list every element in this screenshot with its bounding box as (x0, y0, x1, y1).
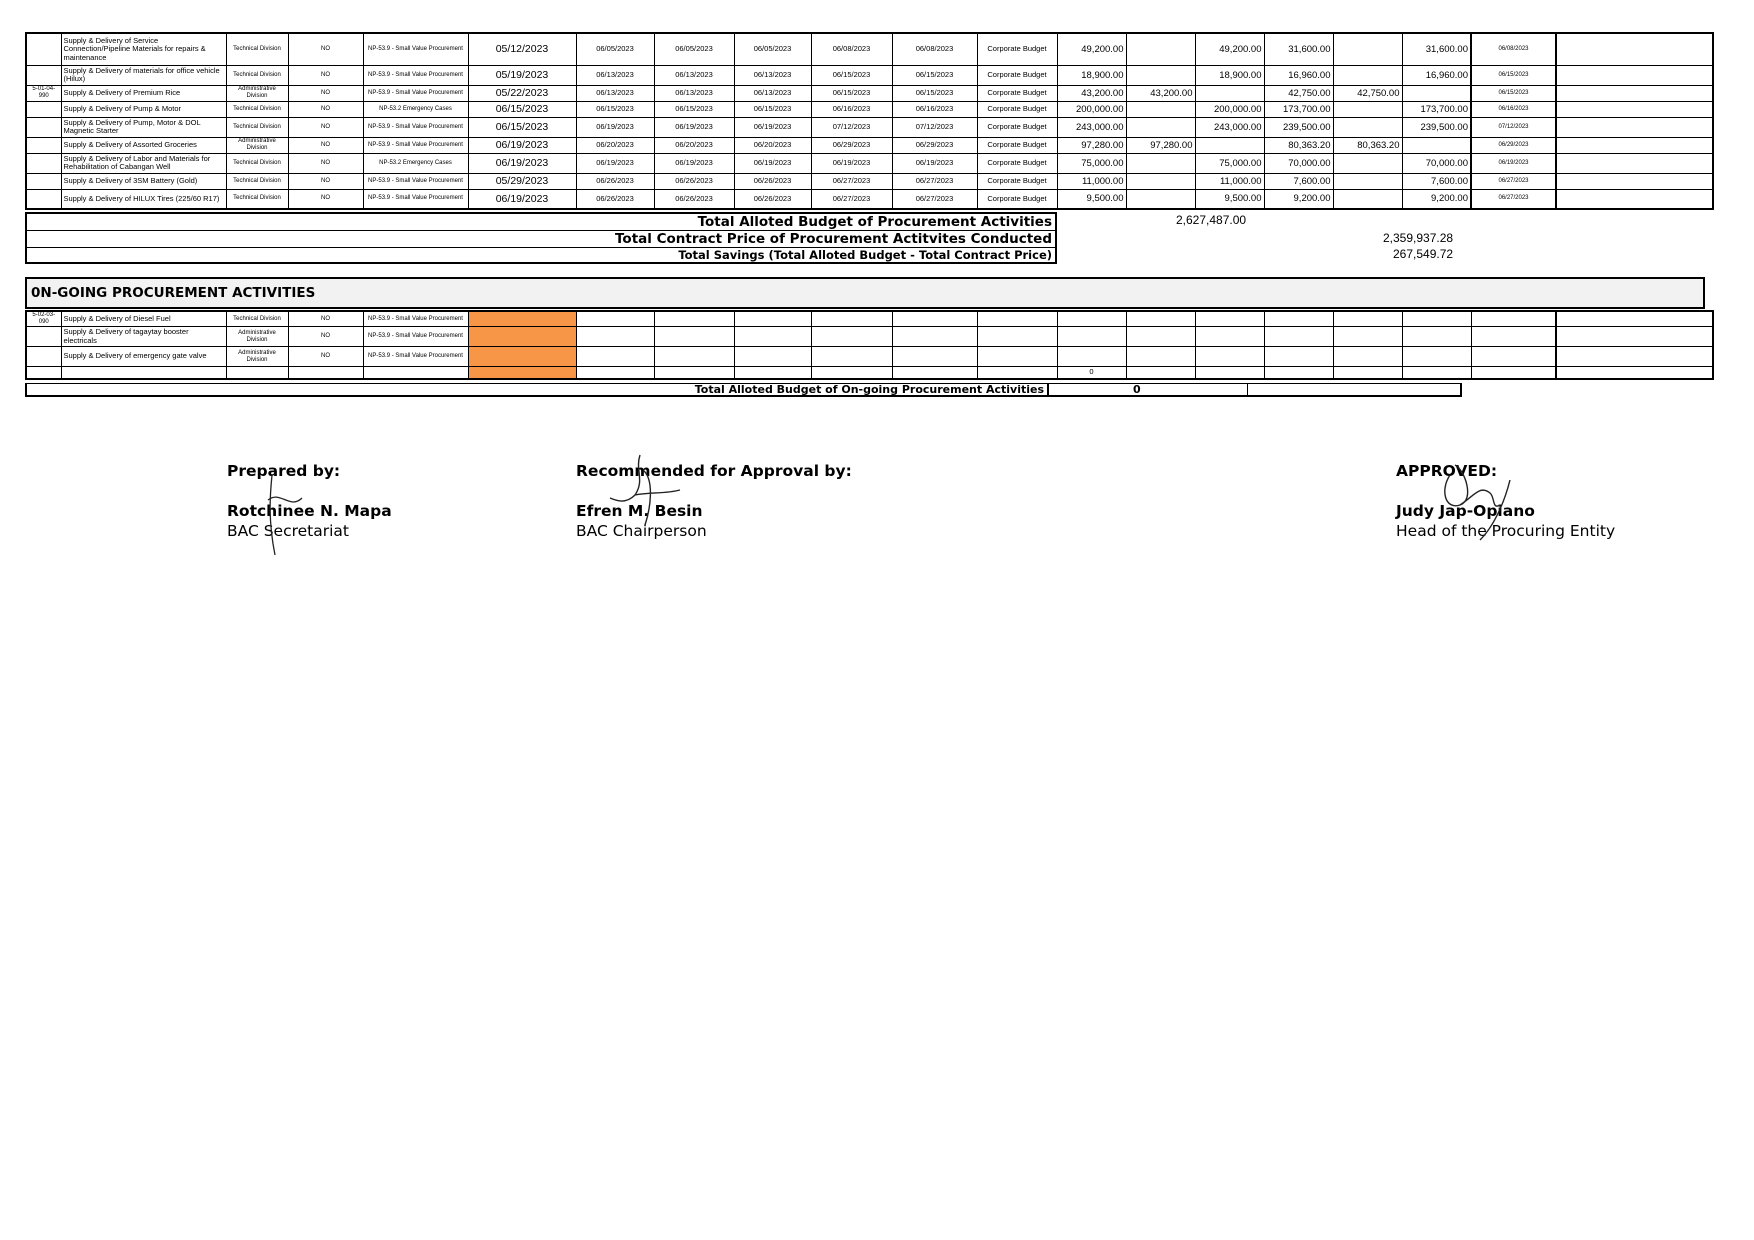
row-abc-total: 49,200.00 (1057, 33, 1126, 65)
row-description: Supply & Delivery of Assorted Groceries (61, 137, 226, 153)
row-date: 06/26/2023 (654, 173, 734, 189)
row-cp-mooe: 42,750.00 (1333, 85, 1402, 101)
row-division: Administrative Division (226, 347, 288, 367)
approved-name: Judy Jap-Opiano (1396, 502, 1535, 520)
row-division: Technical Division (226, 33, 288, 65)
prepared-by-label: Prepared by: (227, 462, 341, 480)
row-division: Technical Division (226, 189, 288, 209)
row-cp-total: 16,960.00 (1264, 65, 1333, 85)
row-mode: NP-53.9 - Small Value Procurement (363, 347, 468, 367)
row-date: 06/19/2023 (468, 153, 576, 173)
total-savings-value: 267,549.72 (1393, 247, 1454, 261)
row-cp-co: 239,500.00 (1402, 117, 1471, 137)
row-description: Supply & Delivery of Service Connection/Pipeline Materials for repairs & maintenance (61, 33, 226, 65)
row-mode: NP-53.9 - Small Value Procurement (363, 117, 468, 137)
row-empty-cell (363, 367, 468, 379)
row-date: 07/12/2023 (1471, 117, 1556, 137)
row-abc-co: 11,000.00 (1195, 173, 1264, 189)
row-cp-co: 16,960.00 (1402, 65, 1471, 85)
row-remarks (1556, 33, 1713, 65)
row-code (26, 173, 61, 189)
row-date: 06/15/2023 (468, 101, 576, 117)
row-code (26, 347, 61, 367)
table-row (26, 327, 1713, 347)
row-code (26, 33, 61, 65)
row-date: 06/15/2023 (1471, 85, 1556, 101)
row-date: 06/19/2023 (734, 153, 811, 173)
row-empty-cell (654, 347, 734, 367)
row-abc-mooe (1126, 33, 1195, 65)
row-mode: NP-53.2 Emergency Cases (363, 153, 468, 173)
row-abc-co: 75,000.00 (1195, 153, 1264, 173)
row-cp-co: 9,200.00 (1402, 189, 1471, 209)
table-row (26, 311, 1713, 327)
row-date: 06/27/2023 (892, 173, 977, 189)
row-date: 06/13/2023 (734, 65, 811, 85)
recommended-by-label: Recommended for Approval by: (576, 462, 852, 480)
table-row (26, 101, 1713, 117)
row-empty-cell (1556, 347, 1713, 367)
row-description: Supply & Delivery of HILUX Tires (225/60 R17) (61, 189, 226, 209)
row-date: 06/15/2023 (892, 65, 977, 85)
recommended-by-name: Efren M. Besin (576, 502, 703, 520)
row-flag: NO (288, 153, 363, 173)
table-row (26, 65, 1713, 85)
row-empty-cell (977, 327, 1057, 347)
row-date-highlight (468, 327, 576, 347)
row-abc-total: 43,200.00 (1057, 85, 1126, 101)
row-date: 06/15/2023 (892, 85, 977, 101)
row-division: Technical Division (226, 117, 288, 137)
row-empty-cell (1126, 327, 1195, 347)
row-empty-cell (1126, 347, 1195, 367)
row-empty-cell (1264, 367, 1333, 379)
row-date: 06/29/2023 (811, 137, 892, 153)
row-flag: NO (288, 33, 363, 65)
row-description: Supply & Delivery of Premium Rice (61, 85, 226, 101)
row-division: Administrative Division (226, 327, 288, 347)
row-empty-cell (1471, 367, 1556, 379)
row-empty-cell (892, 311, 977, 327)
row-abc-mooe (1126, 173, 1195, 189)
row-code (26, 117, 61, 137)
row-empty-cell (288, 367, 363, 379)
row-fund-source: Corporate Budget (977, 189, 1057, 209)
row-date: 06/19/2023 (811, 153, 892, 173)
table-row (26, 173, 1713, 189)
row-mode: NP-53.9 - Small Value Procurement (363, 137, 468, 153)
row-date: 06/19/2023 (1471, 153, 1556, 173)
row-date: 06/15/2023 (811, 85, 892, 101)
row-division: Administrative Division (226, 137, 288, 153)
row-empty-cell (892, 327, 977, 347)
row-date: 06/19/2023 (576, 153, 654, 173)
row-abc-mooe (1126, 189, 1195, 209)
alloted-budget-label: Total Alloted Budget of Procurement Activities (27, 214, 1055, 231)
row-fund-source: Corporate Budget (977, 65, 1057, 85)
row-date: 06/26/2023 (734, 173, 811, 189)
row-empty-cell (892, 367, 977, 379)
row-description: Supply & Delivery of Pump, Motor & DOL Magnetic Starter (61, 117, 226, 137)
row-code (26, 189, 61, 209)
table-row (26, 117, 1713, 137)
row-cp-co (1402, 85, 1471, 101)
row-abc-total: 9,500.00 (1057, 189, 1126, 209)
row-date: 06/13/2023 (576, 65, 654, 85)
row-cp-co: 70,000.00 (1402, 153, 1471, 173)
ongoing-procurement-table (25, 310, 1714, 380)
row-abc-co: 9,500.00 (1195, 189, 1264, 209)
row-cp-co (1402, 137, 1471, 153)
row-abc-co: 18,900.00 (1195, 65, 1264, 85)
row-description: Supply & Delivery of Labor and Materials for Rehabilitation of Cabangan Well (61, 153, 226, 173)
row-empty-cell (61, 367, 226, 379)
row-date-highlight (468, 347, 576, 367)
row-empty-cell (576, 327, 654, 347)
row-code: 5-02-03-090 (26, 311, 61, 327)
row-remarks (1556, 101, 1713, 117)
row-date: 06/13/2023 (576, 85, 654, 101)
row-empty-cell (1556, 367, 1713, 379)
row-empty-cell (1333, 347, 1402, 367)
row-date: 06/08/2023 (892, 33, 977, 65)
row-cp-co: 31,600.00 (1402, 33, 1471, 65)
row-remarks (1556, 153, 1713, 173)
row-date: 06/08/2023 (1471, 33, 1556, 65)
row-cp-total: 239,500.00 (1264, 117, 1333, 137)
row-date: 06/29/2023 (1471, 137, 1556, 153)
row-cp-total: 31,600.00 (1264, 33, 1333, 65)
row-empty-cell (654, 327, 734, 347)
row-flag: NO (288, 117, 363, 137)
row-date: 06/19/2023 (468, 137, 576, 153)
row-date: 06/16/2023 (892, 101, 977, 117)
row-cp-mooe: 80,363.20 (1333, 137, 1402, 153)
row-division: Technical Division (226, 153, 288, 173)
row-date: 06/13/2023 (734, 85, 811, 101)
row-code (26, 153, 61, 173)
row-empty-cell (1556, 311, 1713, 327)
row-description: Supply & Delivery of 3SM Battery (Gold) (61, 173, 226, 189)
row-date-highlight (468, 311, 576, 327)
row-abc-mooe (1126, 101, 1195, 117)
row-date: 05/12/2023 (468, 33, 576, 65)
row-mode: NP-53.9 - Small Value Procurement (363, 85, 468, 101)
row-fund-source: Corporate Budget (977, 173, 1057, 189)
row-date: 06/13/2023 (654, 85, 734, 101)
prepared-signature (260, 470, 320, 560)
row-remarks (1556, 85, 1713, 101)
row-remarks (1556, 173, 1713, 189)
row-empty-cell (1057, 327, 1126, 347)
row-empty-cell (811, 327, 892, 347)
table-row (26, 137, 1713, 153)
row-empty-cell (1126, 367, 1195, 379)
row-mode: NP-53.9 - Small Value Procurement (363, 327, 468, 347)
row-date: 06/19/2023 (654, 153, 734, 173)
row-date: 06/15/2023 (654, 101, 734, 117)
approved-signature (1420, 455, 1530, 545)
row-mode: NP-53.2 Emergency Cases (363, 101, 468, 117)
row-empty-cell (1333, 367, 1402, 379)
row-empty-cell (1471, 347, 1556, 367)
contract-price-label: Total Contract Price of Procurement Actitvites Conducted (27, 231, 1055, 248)
row-date: 05/19/2023 (468, 65, 576, 85)
row-empty-cell (977, 367, 1057, 379)
row-abc-co: 49,200.00 (1195, 33, 1264, 65)
row-empty-cell (977, 347, 1057, 367)
row-cp-mooe (1333, 153, 1402, 173)
row-cp-total: 7,600.00 (1264, 173, 1333, 189)
table-row (26, 347, 1713, 367)
row-division: Technical Division (226, 65, 288, 85)
row-date: 06/15/2023 (468, 117, 576, 137)
row-empty-cell (1195, 311, 1264, 327)
row-fund-source: Corporate Budget (977, 117, 1057, 137)
row-empty-cell (1057, 311, 1126, 327)
row-empty-cell (1195, 347, 1264, 367)
table-row (26, 33, 1713, 65)
row-empty-cell (1195, 367, 1264, 379)
row-empty-cell (1402, 367, 1471, 379)
row-empty-cell (226, 367, 288, 379)
row-division: Technical Division (226, 173, 288, 189)
row-date: 06/26/2023 (734, 189, 811, 209)
row-cp-total: 9,200.00 (1264, 189, 1333, 209)
row-fund-source: Corporate Budget (977, 101, 1057, 117)
row-fund-source: Corporate Budget (977, 33, 1057, 65)
ongoing-section-title: 0N-GOING PROCUREMENT ACTIVITIES (25, 277, 1705, 309)
row-cp-co: 173,700.00 (1402, 101, 1471, 117)
row-date: 06/05/2023 (734, 33, 811, 65)
alloted-budget-value: 2,627,487.00 (1176, 213, 1247, 227)
row-empty-cell (576, 367, 654, 379)
row-empty-cell (892, 347, 977, 367)
recommended-by-role: BAC Chairperson (576, 522, 707, 540)
row-cp-total: 173,700.00 (1264, 101, 1333, 117)
row-date: 06/27/2023 (1471, 189, 1556, 209)
row-flag: NO (288, 189, 363, 209)
table-row-blank (26, 367, 1713, 379)
row-date: 06/16/2023 (1471, 101, 1556, 117)
row-date: 06/19/2023 (734, 117, 811, 137)
row-date: 06/27/2023 (892, 189, 977, 209)
row-date: 06/27/2023 (1471, 173, 1556, 189)
row-code (26, 327, 61, 347)
row-date: 07/12/2023 (811, 117, 892, 137)
row-cp-total: 70,000.00 (1264, 153, 1333, 173)
row-date: 06/13/2023 (654, 65, 734, 85)
total-savings-label: Total Savings (Total Alloted Budget - Total Contract Price) (678, 248, 1052, 262)
row-flag: NO (288, 311, 363, 327)
row-remarks (1556, 65, 1713, 85)
row-empty-cell (576, 347, 654, 367)
row-code (26, 65, 61, 85)
row-code (26, 137, 61, 153)
row-cp-mooe (1333, 65, 1402, 85)
row-fund-source: Corporate Budget (977, 153, 1057, 173)
approved-role: Head of the Procuring Entity (1396, 522, 1616, 540)
row-date: 06/26/2023 (576, 189, 654, 209)
row-date: 06/29/2023 (892, 137, 977, 153)
row-flag: NO (288, 101, 363, 117)
row-fund-source: Corporate Budget (977, 137, 1057, 153)
row-abc-total: 243,000.00 (1057, 117, 1126, 137)
row-date: 05/29/2023 (468, 173, 576, 189)
ongoing-total-label: Total Alloted Budget of On-going Procurement Activities (27, 384, 1049, 396)
row-abc-mooe (1126, 117, 1195, 137)
row-division: Technical Division (226, 311, 288, 327)
row-date: 06/20/2023 (576, 137, 654, 153)
prepared-by-name: Rotchinee N. Mapa (227, 502, 392, 520)
row-abc-total: 75,000.00 (1057, 153, 1126, 173)
row-abc-co: 243,000.00 (1195, 117, 1264, 137)
row-mode: NP-53.9 - Small Value Procurement (363, 173, 468, 189)
row-flag: NO (288, 85, 363, 101)
row-description: Supply & Delivery of materials for office vehicle (Hilux) (61, 65, 226, 85)
row-cp-mooe (1333, 173, 1402, 189)
row-empty-cell (1264, 347, 1333, 367)
row-empty-cell (1333, 311, 1402, 327)
row-empty-cell (654, 311, 734, 327)
row-empty-cell (734, 327, 811, 347)
row-date: 06/15/2023 (576, 101, 654, 117)
row-fund-source: Corporate Budget (977, 85, 1057, 101)
row-empty-cell (1402, 347, 1471, 367)
row-empty-cell (468, 367, 576, 379)
row-date: 06/20/2023 (734, 137, 811, 153)
row-date: 06/27/2023 (811, 189, 892, 209)
row-empty-cell (1264, 311, 1333, 327)
row-empty-cell (1402, 311, 1471, 327)
row-mode: NP-53.9 - Small Value Procurement (363, 33, 468, 65)
table-row (26, 153, 1713, 173)
row-empty-cell (1556, 327, 1713, 347)
prepared-by-role: BAC Secretariat (227, 522, 350, 540)
blank-row-zero: 0 (1057, 367, 1126, 379)
row-cp-mooe (1333, 33, 1402, 65)
ongoing-total-value: 0 (1133, 383, 1141, 396)
row-abc-total: 97,280.00 (1057, 137, 1126, 153)
row-date: 06/16/2023 (811, 101, 892, 117)
row-date: 05/22/2023 (468, 85, 576, 101)
table-row (26, 85, 1713, 101)
row-description: Supply & Delivery of emergency gate valve (61, 347, 226, 367)
row-flag: NO (288, 65, 363, 85)
row-empty-cell (654, 367, 734, 379)
row-code (26, 101, 61, 117)
ongoing-total-row (25, 383, 1462, 397)
row-date: 06/27/2023 (811, 173, 892, 189)
row-flag: NO (288, 347, 363, 367)
row-empty-cell (734, 347, 811, 367)
row-remarks (1556, 137, 1713, 153)
row-remarks (1556, 117, 1713, 137)
row-date: 06/05/2023 (576, 33, 654, 65)
row-cp-total: 80,363.20 (1264, 137, 1333, 153)
row-abc-co: 200,000.00 (1195, 101, 1264, 117)
row-abc-co (1195, 85, 1264, 101)
row-cp-co: 7,600.00 (1402, 173, 1471, 189)
row-empty-cell (811, 347, 892, 367)
row-division: Technical Division (226, 101, 288, 117)
row-empty-cell (1471, 311, 1556, 327)
row-date: 06/20/2023 (654, 137, 734, 153)
row-flag: NO (288, 137, 363, 153)
row-empty-cell (1057, 347, 1126, 367)
row-date: 06/19/2023 (654, 117, 734, 137)
row-code: 5-01-04-990 (26, 85, 61, 101)
row-empty-cell (977, 311, 1057, 327)
row-date: 06/15/2023 (811, 65, 892, 85)
row-remarks (1556, 189, 1713, 209)
row-empty-cell (1333, 327, 1402, 347)
row-division: Administrative Division (226, 85, 288, 101)
row-empty-cell (811, 367, 892, 379)
row-abc-mooe (1126, 153, 1195, 173)
row-empty-cell (734, 367, 811, 379)
row-mode: NP-53.9 - Small Value Procurement (363, 311, 468, 327)
table-row (26, 189, 1713, 209)
row-empty-cell (1126, 311, 1195, 327)
row-abc-total: 11,000.00 (1057, 173, 1126, 189)
row-abc-mooe: 97,280.00 (1126, 137, 1195, 153)
row-date: 06/26/2023 (576, 173, 654, 189)
row-abc-total: 18,900.00 (1057, 65, 1126, 85)
procurement-summary-box (25, 212, 1057, 264)
row-flag: NO (288, 173, 363, 189)
contract-price-value: 2,359,937.28 (1383, 231, 1454, 245)
row-description: Supply & Delivery of Pump & Motor (61, 101, 226, 117)
row-date: 06/26/2023 (654, 189, 734, 209)
row-cp-total: 42,750.00 (1264, 85, 1333, 101)
row-date: 06/19/2023 (576, 117, 654, 137)
row-flag: NO (288, 327, 363, 347)
row-abc-total: 200,000.00 (1057, 101, 1126, 117)
row-empty-cell (1402, 327, 1471, 347)
row-empty-cell (734, 311, 811, 327)
row-mode: NP-53.9 - Small Value Procurement (363, 189, 468, 209)
row-abc-mooe: 43,200.00 (1126, 85, 1195, 101)
row-abc-co (1195, 137, 1264, 153)
row-cp-mooe (1333, 101, 1402, 117)
row-description: Supply & Delivery of Diesel Fuel (61, 311, 226, 327)
row-mode: NP-53.9 - Small Value Procurement (363, 65, 468, 85)
row-empty-cell (1264, 327, 1333, 347)
row-date: 06/19/2023 (468, 189, 576, 209)
row-date: 06/15/2023 (734, 101, 811, 117)
row-empty-cell (811, 311, 892, 327)
row-date: 06/08/2023 (811, 33, 892, 65)
recommended-signature (605, 450, 685, 530)
row-date: 07/12/2023 (892, 117, 977, 137)
row-cp-mooe (1333, 189, 1402, 209)
row-description: Supply & Delivery of tagaytay booster electricals (61, 327, 226, 347)
row-empty-cell (1471, 327, 1556, 347)
row-date: 06/05/2023 (654, 33, 734, 65)
row-empty-cell (26, 367, 61, 379)
approved-label: APPROVED: (1396, 462, 1498, 480)
row-empty-cell (576, 311, 654, 327)
row-date: 06/15/2023 (1471, 65, 1556, 85)
row-abc-mooe (1126, 65, 1195, 85)
conducted-procurement-table (25, 32, 1714, 210)
row-cp-mooe (1333, 117, 1402, 137)
row-empty-cell (1195, 327, 1264, 347)
row-date: 06/19/2023 (892, 153, 977, 173)
